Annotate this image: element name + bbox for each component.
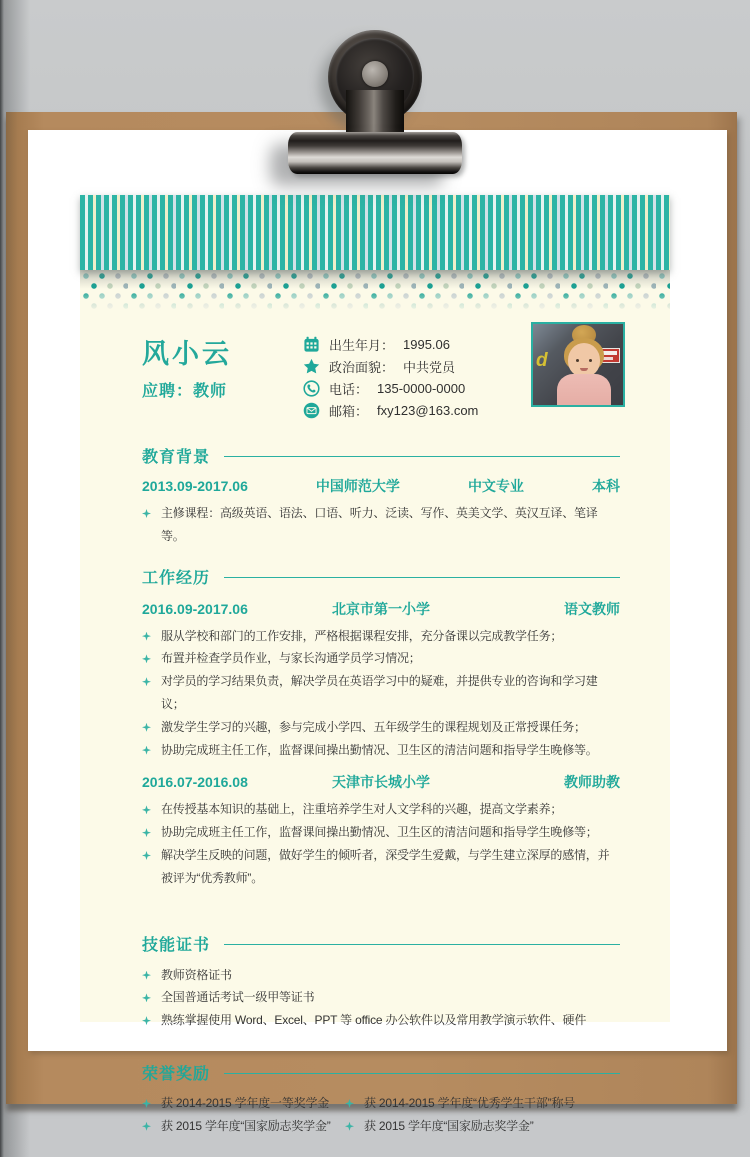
bullet-text: 获 2015 学年度“国家励志奖学金” (364, 1118, 534, 1133)
bullet-text: 激发学生学习的兴趣，参与完成小学四、五年级学生的课程规划及正常授课任务； (161, 719, 586, 734)
contact-row (303, 402, 478, 419)
education-bullets (142, 502, 620, 548)
diamond-bullet-icon (345, 1099, 354, 1108)
job-entry (142, 599, 620, 619)
list-item (142, 625, 620, 648)
job-date: 2016.07-2016.08 (142, 774, 248, 791)
calendar-icon (303, 336, 320, 353)
photo-eye (589, 359, 592, 362)
candidate-photo (531, 322, 625, 407)
contact-row (303, 336, 478, 353)
contact-label: 政治面貌： (329, 360, 395, 375)
section-title: 荣誉奖励 (142, 1065, 211, 1083)
diamond-bullet-icon (142, 509, 151, 518)
contact-label: 出生年月： (329, 338, 395, 353)
list-item (142, 844, 620, 890)
clip-hook (401, 67, 420, 92)
phone-icon (303, 380, 320, 397)
education-major: 中文专业 (467, 478, 524, 494)
diamond-bullet-icon (142, 632, 151, 641)
bullet-text: 协助完成班主任工作，监督课间操出勤情况、卫生区的清洁问题和指导学生晚修等； (161, 825, 598, 840)
job-bullets (142, 625, 620, 762)
resume-page (80, 195, 670, 1133)
job-bullets (142, 798, 620, 889)
section-divider (224, 944, 620, 945)
contact-value: 中共党员 (403, 360, 456, 375)
list-item (142, 986, 620, 1009)
education-degree: 本科 (591, 478, 620, 494)
contact-label: 邮箱： (329, 404, 369, 419)
bullet-text: 教师资格证书 (161, 967, 232, 982)
diamond-bullet-icon (142, 805, 151, 814)
bullet-text: 获 2014-2015 学年度一等奖学金 (161, 1095, 330, 1110)
job-entry (142, 772, 620, 792)
diamond-bullet-icon (142, 677, 151, 686)
list-item (142, 502, 620, 548)
job-role: 语文教师 (564, 600, 620, 617)
diamond-bullet-icon (142, 1016, 151, 1025)
bullet-text: 获 2015 学年度“国家励志奖学金” (161, 1118, 331, 1133)
section-skills (142, 932, 620, 1032)
dot-banner (80, 270, 670, 312)
list-item (142, 716, 620, 739)
job-date: 2016.09-2017.06 (142, 600, 248, 617)
section-divider (224, 1073, 620, 1074)
section-work (142, 565, 620, 890)
section-title: 教育背景 (142, 449, 211, 466)
education-entry (142, 476, 620, 496)
section-header (142, 565, 620, 588)
section-divider (224, 456, 620, 457)
diamond-bullet-icon (142, 993, 151, 1002)
section-awards (142, 1061, 620, 1138)
contact-info (303, 336, 478, 424)
candidate-name: 风小云 (142, 339, 232, 369)
star-icon (303, 358, 320, 375)
contact-row (303, 380, 478, 397)
section-title: 工作经历 (142, 569, 211, 587)
skills-bullets (142, 964, 620, 1032)
contact-row (303, 358, 478, 375)
list-item (142, 1009, 620, 1032)
diamond-bullet-icon (142, 746, 151, 755)
mail-icon (303, 402, 320, 419)
clip-ring (328, 30, 422, 124)
awards-right-column (345, 1092, 620, 1138)
bullet-text: 协助完成班主任工作，监督课间操出勤情况、卫生区的清洁问题和指导学生晚修等。 (161, 742, 598, 757)
contact-value: 135-0000-0000 (377, 381, 466, 396)
contact-value: fxy123@163.com (377, 403, 479, 418)
job-org: 天津市长城小学 (332, 774, 430, 791)
bullet-text: 主修课程：高级英语、语法、口语、听力、泛读、写作、英美文学、英汉互译、笔译等。 (161, 506, 598, 543)
resume-header (80, 332, 670, 428)
contact-value: 1995.06 (403, 337, 451, 352)
bullet-text: 获 2014-2015 学年度“优秀学生干部”称号 (364, 1095, 576, 1110)
diamond-bullet-icon (142, 1099, 151, 1108)
job-role: 教师助教 (564, 774, 620, 791)
photo-dress (557, 374, 611, 407)
bullet-text: 对学员的学习结果负责，解决学员在英语学习中的疑难，并提供专业的咨询和学习建议； (161, 674, 598, 711)
diamond-bullet-icon (142, 654, 151, 663)
diamond-bullet-icon (142, 723, 151, 732)
section-header (142, 932, 620, 955)
bullet-text: 熟练掌握使用 Word、Excel、PPT 等 office 办公软件以及常用教学演示软件、硬件 (161, 1013, 587, 1028)
photo-backdrop-letter: d (536, 350, 548, 371)
resume-body (80, 444, 670, 1138)
section-header (142, 444, 620, 467)
applying-position: 应聘：教师 (142, 383, 228, 400)
bullet-text: 全国普通话考试一级甲等证书 (161, 990, 315, 1005)
awards-grid (142, 1092, 620, 1138)
list-item (142, 821, 620, 844)
section-divider (224, 577, 620, 578)
bullet-text: 服从学校和部门的工作安排，严格根据课程安排，充分备课以完成教学任务； (161, 628, 563, 643)
diamond-bullet-icon (142, 971, 151, 980)
contact-label: 电话： (329, 382, 369, 397)
diamond-bullet-icon (142, 1122, 151, 1131)
diamond-bullet-icon (142, 851, 151, 860)
list-item (345, 1115, 620, 1138)
list-item (142, 670, 620, 716)
education-date: 2013.09-2017.06 (142, 478, 248, 494)
section-education (142, 444, 620, 548)
list-item (142, 739, 620, 762)
stripe-banner (80, 195, 670, 270)
list-item (345, 1092, 620, 1115)
job-org: 北京市第一小学 (332, 600, 430, 617)
bullet-text: 解决学生反映的问题，做好学生的倾听者，深受学生爱戴，与学生建立深厚的感情，并被评为“优秀教师”。 (161, 847, 610, 885)
awards-left-column (142, 1092, 345, 1138)
clipboard-board (6, 112, 737, 1133)
photo-face (568, 343, 600, 377)
bullet-text: 在传授基本知识的基础上，注重培养学生对人文学科的兴趣，提高文学素养； (161, 802, 563, 817)
photo-eye (576, 359, 579, 362)
list-item (142, 1115, 345, 1138)
diamond-bullet-icon (142, 828, 151, 837)
list-item (142, 798, 620, 821)
paper-sheet (28, 130, 727, 1133)
bullet-text: 布置并检查学员作业，与家长沟通学员学习情况； (161, 651, 421, 666)
list-item (142, 647, 620, 670)
list-item (142, 964, 620, 987)
section-title: 技能证书 (142, 936, 211, 954)
diamond-bullet-icon (345, 1122, 354, 1131)
list-item (142, 1092, 345, 1115)
education-school: 中国师范大学 (315, 478, 400, 494)
section-header (142, 1061, 620, 1084)
